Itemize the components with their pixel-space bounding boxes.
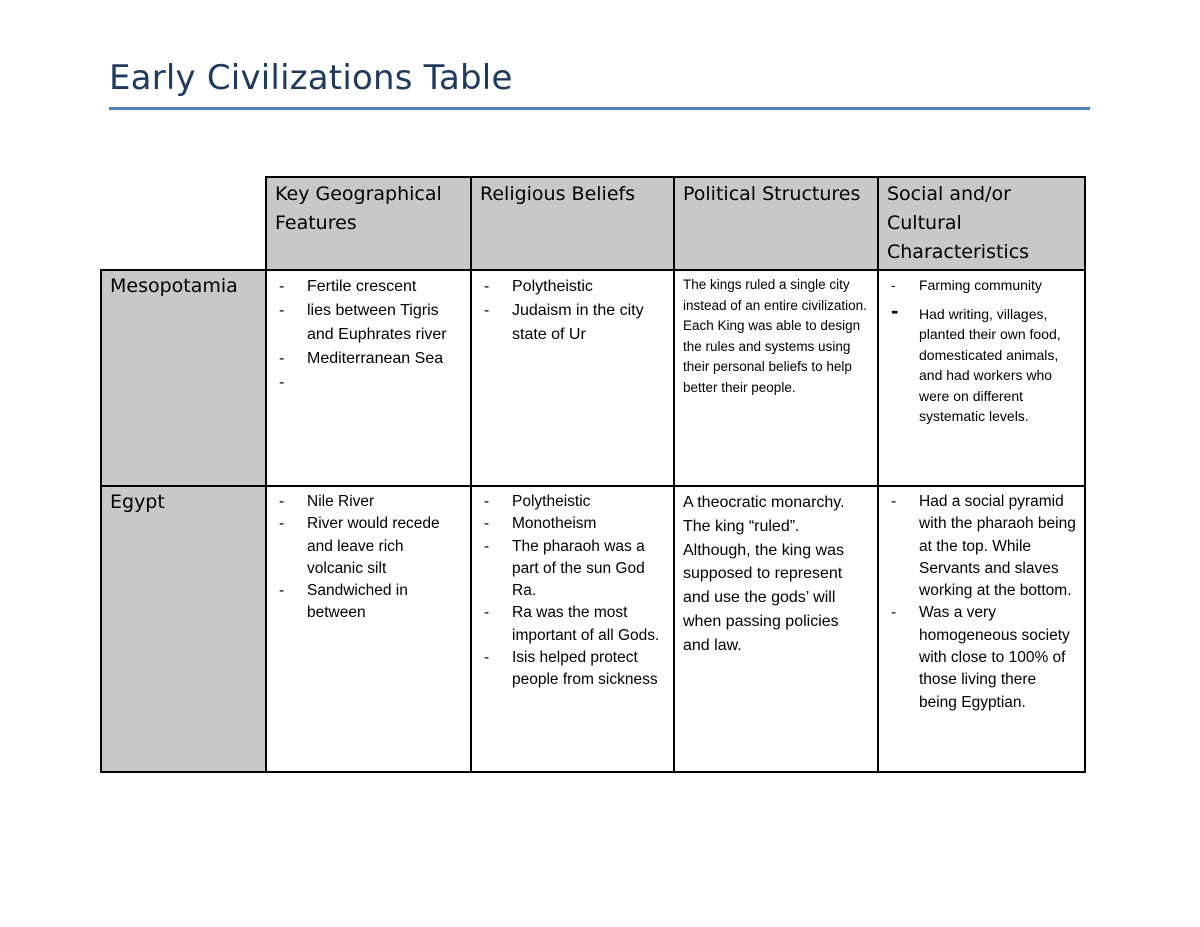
- list-item: - Mediterranean Sea: [307, 347, 462, 371]
- document-title: Early Civilizations Table: [109, 58, 513, 98]
- list-item: - Had a social pyramid with the pharaoh being at the top. While Servants and slaves working at the bottom.: [919, 491, 1076, 602]
- header-religion: Religious Beliefs: [471, 177, 674, 270]
- cell-religion: [471, 486, 674, 772]
- cell-geography: [266, 486, 471, 772]
- cell-social: [878, 270, 1085, 486]
- cell-geography: [266, 270, 471, 486]
- header-row: [101, 177, 1085, 270]
- cell-politics: A theocratic monarchy. The king “ruled”. Although, the king was supposed to represent and use the gods’ will when passing policies and law.: [674, 486, 878, 772]
- list-item: - Isis helped protect people from sickness: [512, 647, 665, 692]
- list-item: - Fertile crescent: [307, 275, 462, 299]
- list-item: - Polytheistic: [512, 491, 665, 513]
- table-row: [101, 270, 1085, 486]
- civilizations-table: [100, 176, 1086, 773]
- header-politics: Political Structures: [674, 177, 878, 270]
- corner-cell: [101, 177, 266, 270]
- title-underline: [109, 107, 1090, 110]
- header-geography: Key Geographical Features: [266, 177, 471, 270]
- list-item: - lies between Tigris and Euphrates river: [307, 299, 462, 347]
- row-header-mesopotamia: Mesopotamia: [101, 270, 266, 486]
- list-item: - Judaism in the city state of Ur: [512, 299, 665, 347]
- list-item: - Nile River: [307, 491, 462, 513]
- list-item: - Sandwiched in between: [307, 580, 462, 625]
- list-item: - River would recede and leave rich volcanic silt: [307, 513, 462, 580]
- cell-politics: The kings ruled a single city instead of an entire civilization. Each King was able to design the rules and systems using their personal beliefs to help better their people.: [674, 270, 878, 486]
- list-item: - Monotheism: [512, 513, 665, 535]
- table-row: [101, 486, 1085, 772]
- list-item: - Farming community: [919, 275, 1076, 296]
- list-item: - Was a very homogeneous society with close to 100% of those living there being Egyptian.: [919, 602, 1076, 713]
- list-item: - Ra was the most important of all Gods.: [512, 602, 665, 647]
- list-item: - Had writing, villages, planted their own food, domesticated animals, and had workers who were on different systematic levels.: [919, 304, 1076, 427]
- cell-social: [878, 486, 1085, 772]
- list-item: [307, 371, 462, 395]
- header-social: Social and/or Cultural Characteristics: [878, 177, 1085, 270]
- cell-religion: [471, 270, 674, 486]
- row-header-egypt: Egypt: [101, 486, 266, 772]
- list-item: - Polytheistic: [512, 275, 665, 299]
- list-item: - The pharaoh was a part of the sun God Ra.: [512, 536, 665, 603]
